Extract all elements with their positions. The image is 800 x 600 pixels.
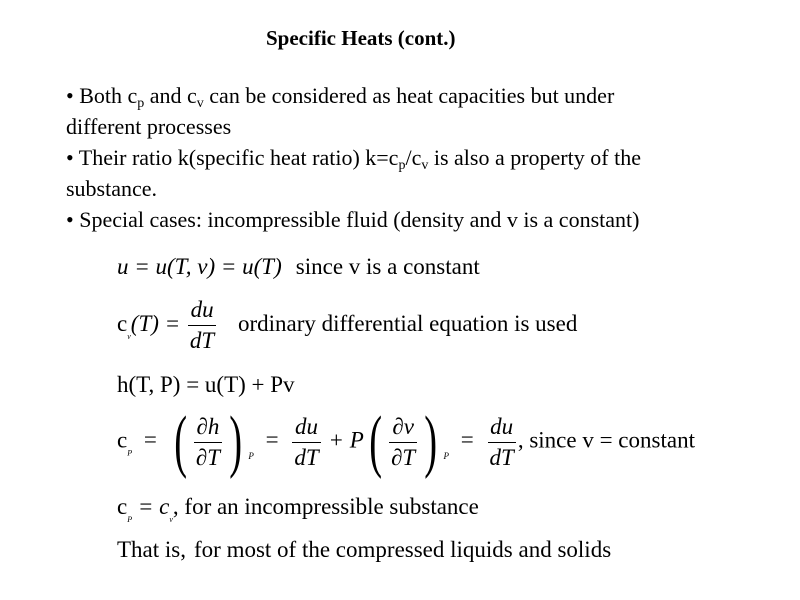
equation-4-sub-P-2: P — [443, 451, 450, 462]
right-paren-1: ) — [229, 403, 243, 480]
equation-4-f3-numerator: ∂v — [392, 413, 414, 439]
bullet-1-sub-v: v — [196, 96, 204, 111]
equation-4-sub-P-1: P — [248, 451, 254, 462]
equation-4-c: c — [117, 427, 128, 453]
equation-4-f4-denominator: dT — [489, 444, 514, 470]
bullet-1-continuation: different processes — [66, 114, 232, 139]
equation-4-sub-p: P — [127, 448, 133, 458]
bullet-2-post: is also a property of the — [428, 145, 641, 170]
fraction-bar — [194, 442, 222, 443]
equation-4-f1-denominator: ∂T — [195, 444, 221, 470]
equation-2-sub-v: v — [127, 331, 131, 341]
equation-6 — [117, 537, 611, 563]
equation-4-fraction-1 — [194, 413, 222, 472]
equation-1-math: u = u(T, v) = u(T) — [117, 254, 282, 279]
bullet-1-post: can be considered as heat capacities but under — [203, 83, 615, 108]
equation-4-equals-1: = — [143, 427, 157, 453]
equation-2-fraction — [188, 296, 216, 355]
bullet-1-mid: and c — [144, 83, 197, 108]
bullet-2-mid: /c — [405, 145, 422, 170]
equation-4-comma: , — [517, 427, 524, 453]
equation-2 — [117, 296, 577, 355]
equation-4-text: since v = constant — [529, 427, 695, 453]
bullet-2-sub-p: p — [398, 158, 406, 173]
equation-4-equals-3: = — [460, 427, 474, 453]
equation-4-plus-P: + P — [328, 427, 364, 453]
bullet-2 — [66, 142, 786, 173]
equation-1-text: since v is a constant — [295, 254, 480, 279]
bullet-1-sub-p: p — [137, 96, 145, 111]
bullet-2-continuation: substance. — [66, 176, 158, 201]
equation-3: h(T, P) = u(T) + Pv — [117, 372, 295, 397]
bullet-1-pre: • Both c — [66, 83, 138, 108]
fraction-bar — [292, 442, 320, 443]
right-paren-2: ) — [424, 403, 438, 480]
equation-4 — [117, 403, 695, 480]
equation-4-fraction-2 — [292, 413, 320, 472]
bullet-3: • Special cases: incompressible fluid (density and v is a constant) — [66, 207, 640, 232]
equation-5-c: c — [117, 494, 128, 519]
equation-6-text: for most of the compressed liquids and solids — [194, 537, 612, 562]
equation-5 — [117, 494, 479, 524]
equation-4-f2-denominator: dT — [294, 444, 319, 470]
bullet-2-sub-v: v — [421, 158, 429, 173]
left-paren-1: ( — [173, 403, 187, 480]
equation-2-numerator: du — [190, 297, 214, 322]
equation-6-that-is: That is, — [117, 537, 186, 562]
fraction-bar — [488, 442, 516, 443]
bullet-list — [66, 80, 786, 235]
equation-2-arg: (T) = — [130, 310, 181, 336]
fraction-bar — [188, 325, 216, 326]
equation-5-comma: , — [172, 494, 179, 519]
bullet-2-pre: • Their ratio k(specific heat ratio) k=c — [66, 145, 399, 170]
equation-4-f1-numerator: ∂h — [196, 413, 220, 439]
equation-5-sub-v: v — [169, 515, 173, 524]
equation-5-mid: = c — [137, 494, 170, 519]
left-paren-2: ( — [368, 403, 382, 480]
equation-5-text: for an incompressible substance — [184, 494, 479, 519]
equation-4-fraction-4 — [488, 413, 516, 472]
fraction-bar — [389, 442, 417, 443]
page-title: Specific Heats (cont.) — [266, 26, 456, 50]
equation-4-f3-denominator: ∂T — [391, 444, 416, 470]
equation-4-f4-numerator: du — [490, 413, 514, 439]
equation-4-fraction-3 — [389, 413, 417, 472]
equation-5-sub-p: P — [127, 515, 133, 524]
equation-2-text: ordinary differential equation is used — [237, 310, 578, 336]
equation-2-denominator: dT — [189, 328, 215, 353]
equation-1 — [117, 254, 480, 280]
equation-4-f2-numerator: du — [295, 413, 319, 439]
bullet-1 — [66, 80, 786, 111]
equation-2-c: c — [117, 310, 128, 336]
equation-4-equals-2: = — [265, 427, 279, 453]
